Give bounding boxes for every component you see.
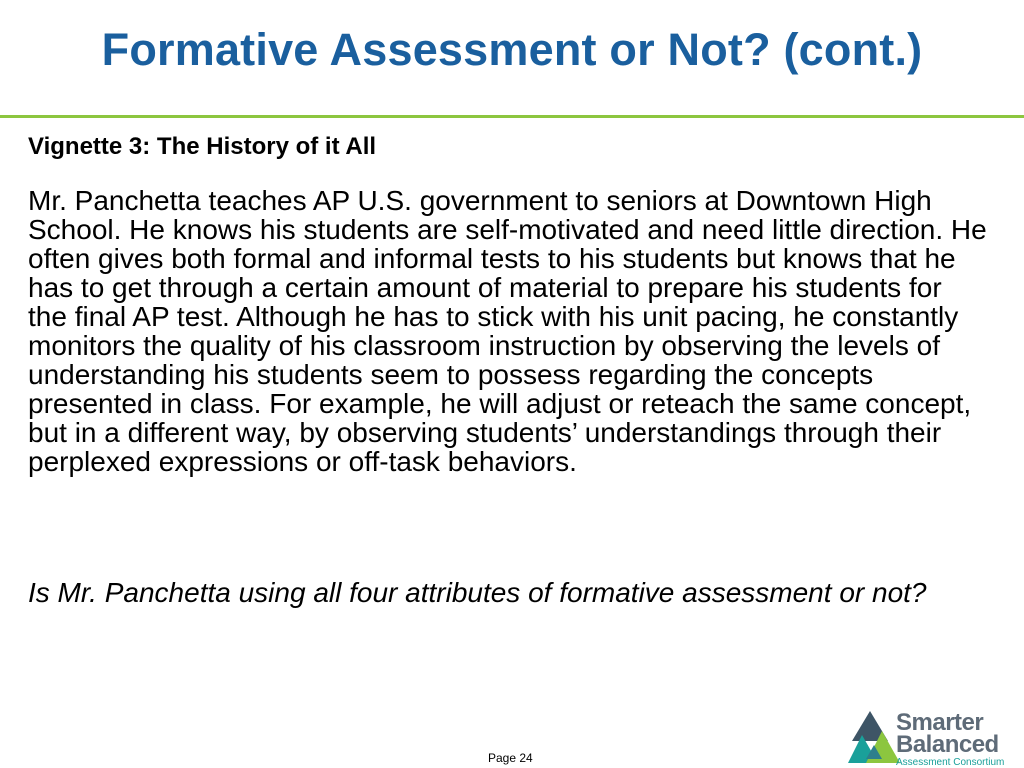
- slide-title: Formative Assessment or Not? (cont.): [101, 24, 923, 75]
- logo-word-balanced: Balanced: [896, 731, 999, 758]
- vignette-body: Mr. Panchetta teaches AP U.S. government to seniors at Downtown High School. He knows his students are self-motivated and need little direction. He often gives both formal and informal tests to his students but knows that he has to get through a certain amount of material to prepare his students for the final AP test. Although he has to stick with his unit pacing, he constantly monitors the quality of his classroom instruction by observing the levels of understanding his students seem to possess regarding the concepts presented in class. For example, he will adjust or reteach the same concept, but in a different way, by observing students’ understandings through their perplexed expressions or off-task behaviors.: [28, 185, 987, 477]
- vignette-heading: Vignette 3: The History of it All: [28, 133, 377, 160]
- logo-word-smarter: Smarter: [896, 709, 984, 736]
- discussion-question: Is Mr. Panchetta using all four attributes of formative assessment or not?: [28, 577, 927, 608]
- title-divider: [0, 115, 1024, 118]
- page-number: Page 24: [488, 751, 533, 765]
- logo-triangle-icon: [848, 709, 900, 765]
- logo-subtitle: Assessment Consortium: [896, 757, 1005, 768]
- smarter-balanced-logo: [848, 709, 1024, 768]
